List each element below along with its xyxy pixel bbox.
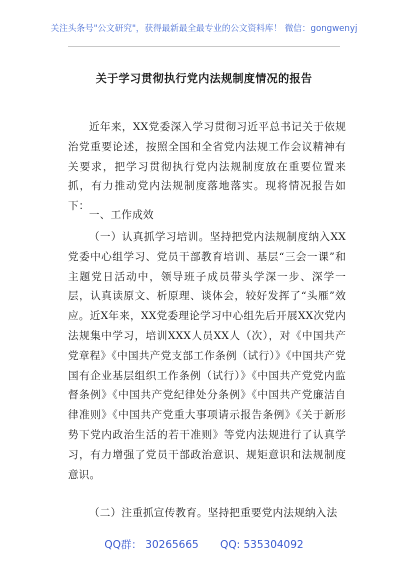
item2-paragraph: （二）注重抓宣传教育。坚持把重要党内法规纳入法 xyxy=(89,507,338,519)
header-divider xyxy=(68,46,340,47)
section-heading-work-results: 一、工作成效 xyxy=(89,209,154,221)
header-banner: 关注头条号"公文研究"，获得最新最全最专业的公文资料库！ 微信：gongwenyj xyxy=(50,24,358,34)
footer-qq-number: QQ: 535304092 xyxy=(220,539,304,551)
document-title: 关于学习贯彻执行党内法规制度情况的报告 xyxy=(95,72,313,85)
intro-paragraph: 近年来，XX党委深入学习贯彻习近平总书记关于依规治党重要论述，按照全国和全省党内法规工作会议精神有关要求，把学习贯彻执行党内法规制度放在重要位置来抓，有力推动党内法规制度落地落实。现将情况报告如下： xyxy=(68,121,346,213)
footer-contact xyxy=(0,537,408,552)
item1-paragraph-block xyxy=(68,228,346,485)
intro-paragraph-block xyxy=(68,118,346,217)
footer-qq-group: QQ群： 30265665 xyxy=(104,539,199,551)
item1-paragraph: （一）认真抓学习培训。坚持把党内法规制度纳入XX党委中心组学习、党员干部教育培训、基层“三会一课”和主题党日活动中，领导班子成员带头学深一步、深学一层，认真读原文、析原理、谈体会，较好发挥了“头雁”效应。近X年来，XX党委理论学习中心组先后开展XX次党内法规集中学习，培训XXX人员XX人（次），对《中国共产党章程》《中国共产党支部工作条例（试行）》《中国共产党国有企业基层组织工作条例（试行）》《中国共产党党内监督条例》《中国共产党纪律处分条例》《中国共产党廉洁自律准则》《中国共产党重大事项请示报告条例》《关于新形势下党内政治生活的若干准则》等党内法规进行了认真学习，有力增强了党员干部政治意识、规矩意识和法规制度意识。 xyxy=(68,231,346,481)
item2-paragraph-block xyxy=(68,504,346,524)
section-heading-block xyxy=(68,206,346,226)
